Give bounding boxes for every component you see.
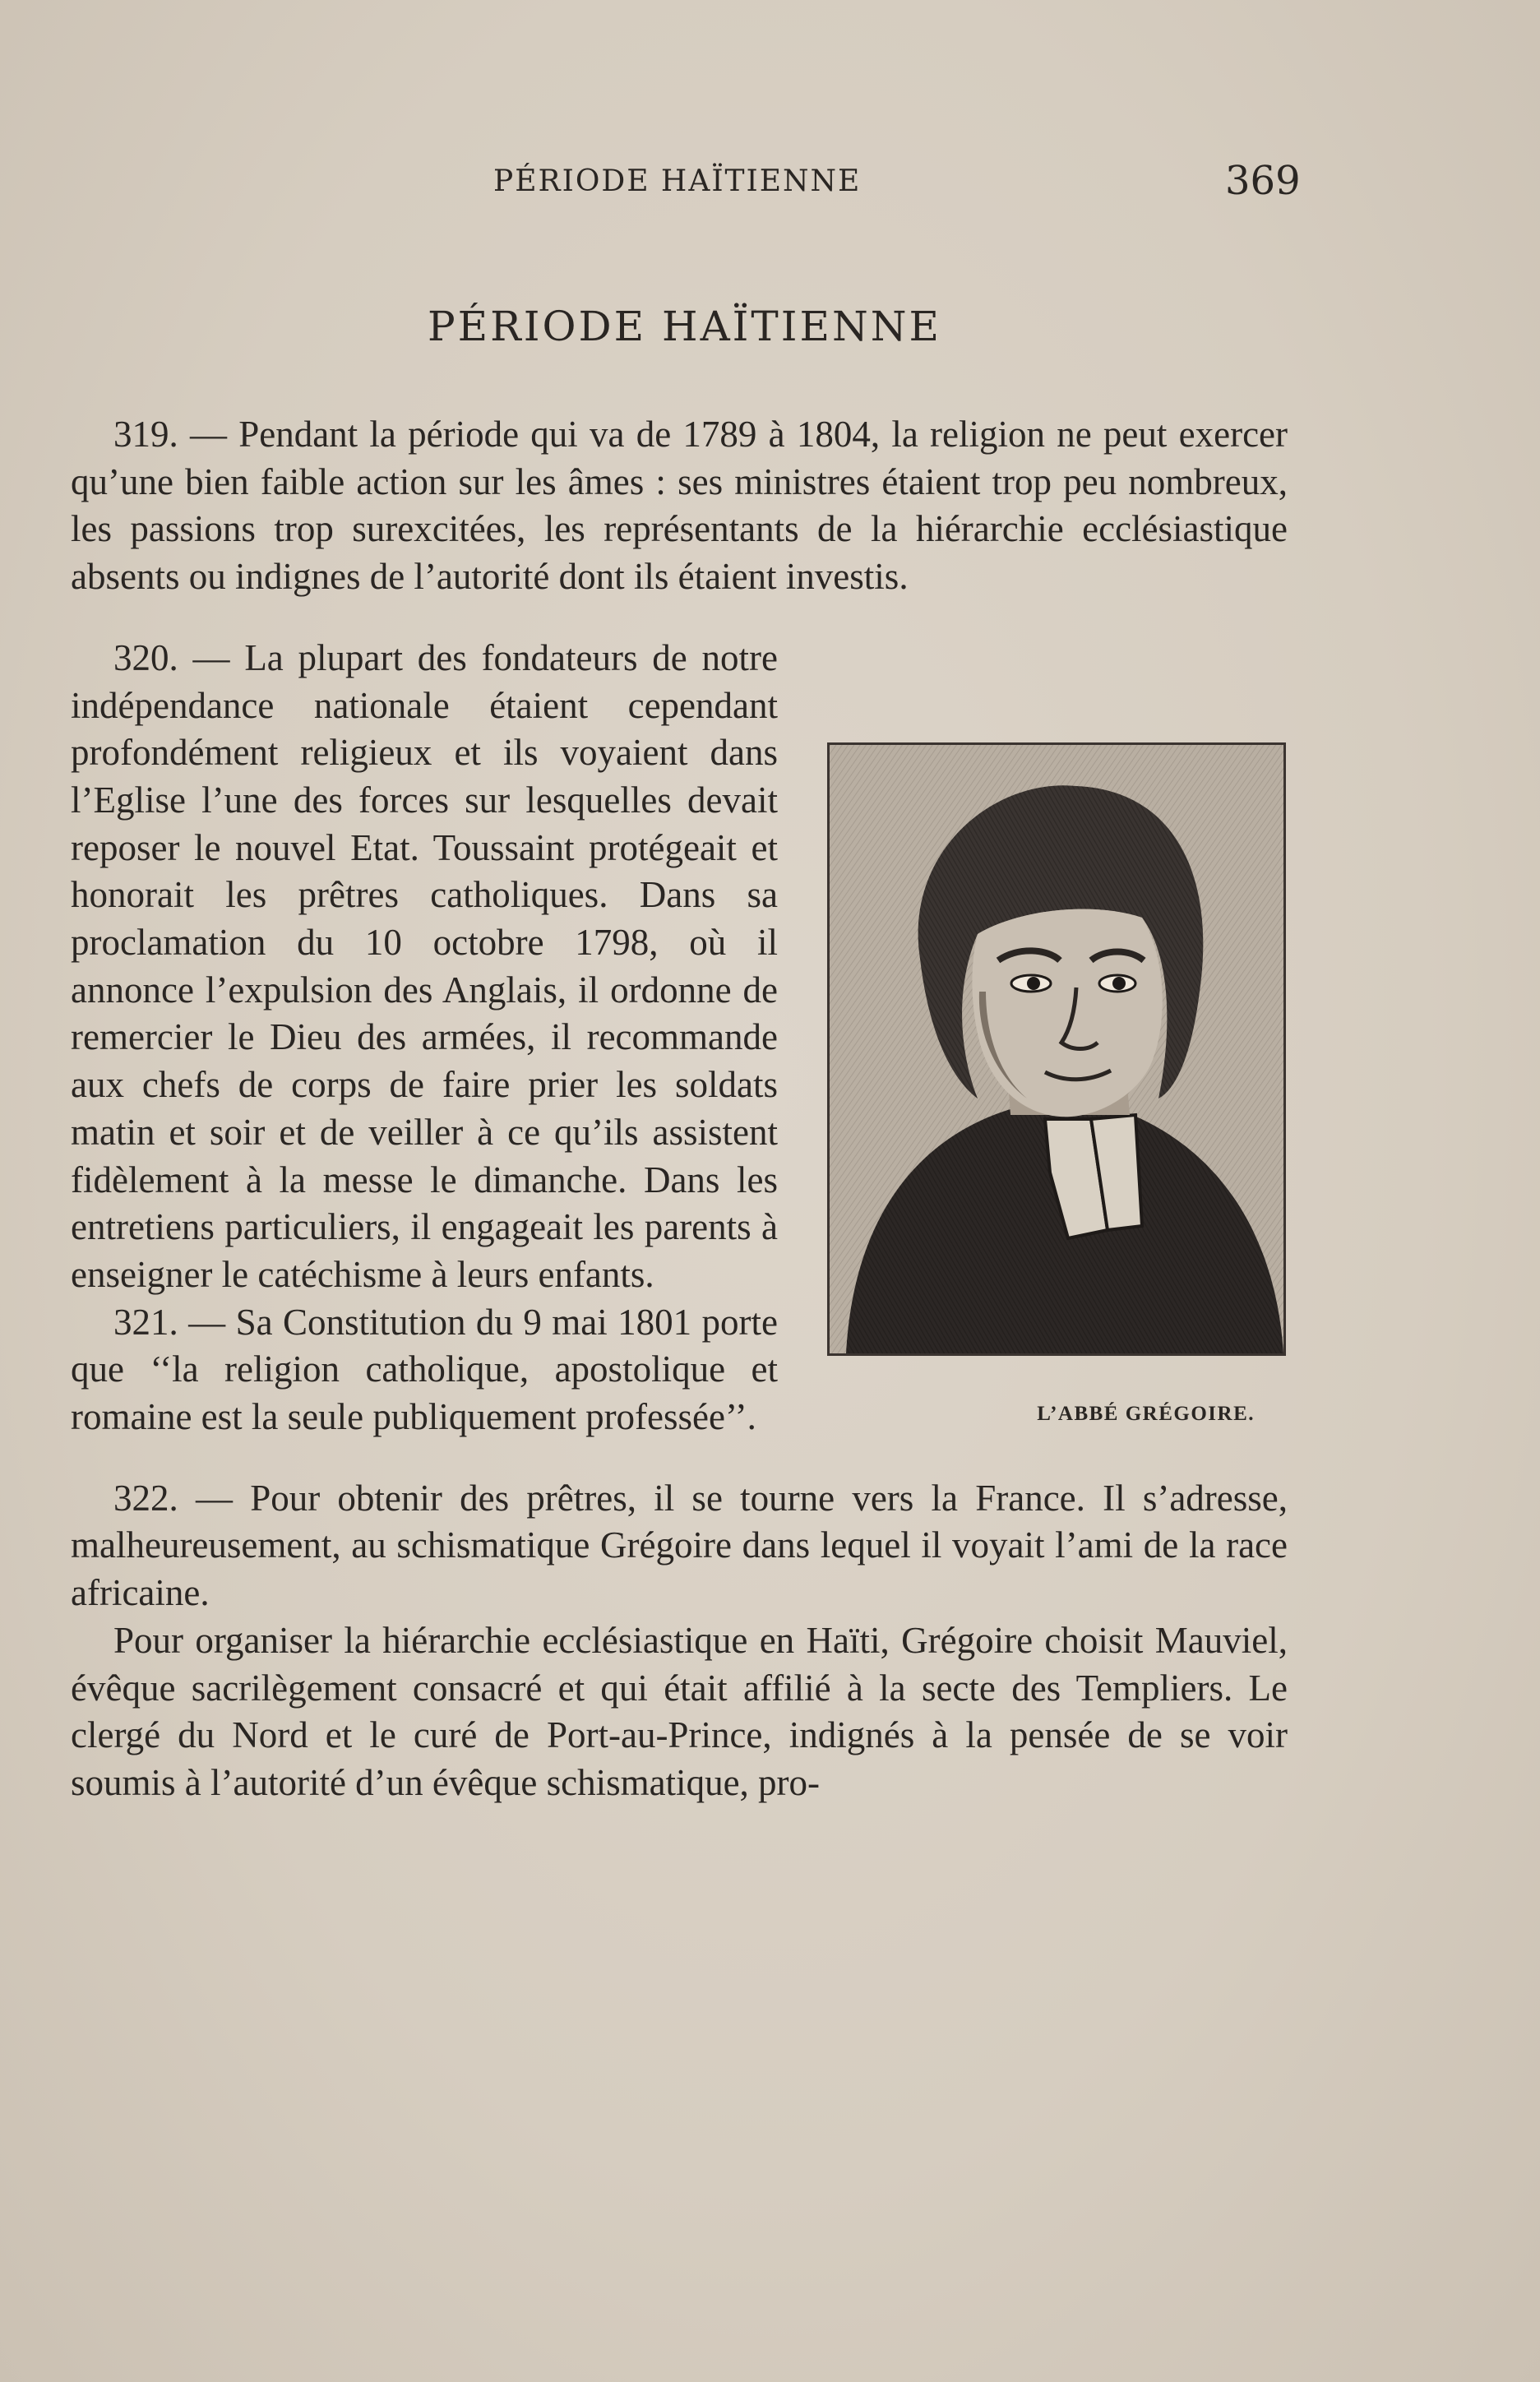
- paragraph-321: 321. — Sa Constitution du 9 mai 1801 porte que ‘‘la religion catholique, apostolique et romaine est la seule publiquement professée’’.: [71, 1301, 778, 1438]
- portrait-image: [827, 742, 1286, 1356]
- paragraph-319: 319. — Pendant la période qui va de 1789 à 1804, la religion ne peut exercer qu’une bien faible action sur les âmes : ses ministres étaient trop peu nombreux, les passions trop surexcitées, les représentants de la hiérarchie ecclésiastique absents ou indignes de l’autorité dont ils étaient investis.: [71, 414, 1288, 598]
- paragraph-322: 322. — Pour obtenir des prêtres, il se tourne vers la France. Il s’adresse, malheureusement, au schismatique Grégoire dans lequel il voyait l’ami de la race africaine.: [71, 1477, 1288, 1614]
- body-text: [71, 411, 1288, 1807]
- paragraph-322-continued: Pour organiser la hiérarchie ecclésiastique en Haïti, Grégoire choisit Mauviel, évêque sacrilègement consacré et qui était affilié à la secte des Templiers. Le clergé du Nord et le curé de Port-au-Prince, indignés à la pensée de se voir soumis à l’autorité d’un évêque schismatique, pro-: [71, 1619, 1288, 1803]
- section-title: PÉRIODE HAÏTIENNE: [427, 303, 942, 350]
- figure-caption: L’ABBÉ GRÉGOIRE.: [1037, 1402, 1255, 1425]
- portrait-figure: [827, 742, 1288, 1438]
- running-header: [0, 158, 1540, 207]
- portrait-engraving: [830, 745, 1283, 1353]
- page-number: 369: [1225, 158, 1301, 204]
- paragraph-320: 320. — La plupart des fondateurs de notre indépendance nationale étaient cependant profondément religieux et ils voyaient dans l’Eglise l’une des forces sur lesquelles devait reposer le nouvel Etat. Toussaint protégeait et honorait les prêtres catholiques. Dans sa proclamation du 10 octobre 1798, où il annonce l’expulsion des Anglais, il ordonne de remercier le Dieu des armées, il recommande aux chefs de corps de faire prier les soldats matin et soir et de veiller à ce qu’ils assistent fidèlement à la messe le dimanche. Dans les entretiens particuliers, il engageait les parents à enseigner le catéchisme à leurs enfants.: [71, 636, 778, 1295]
- running-title: PÉRIODE HAÏTIENNE: [493, 164, 862, 198]
